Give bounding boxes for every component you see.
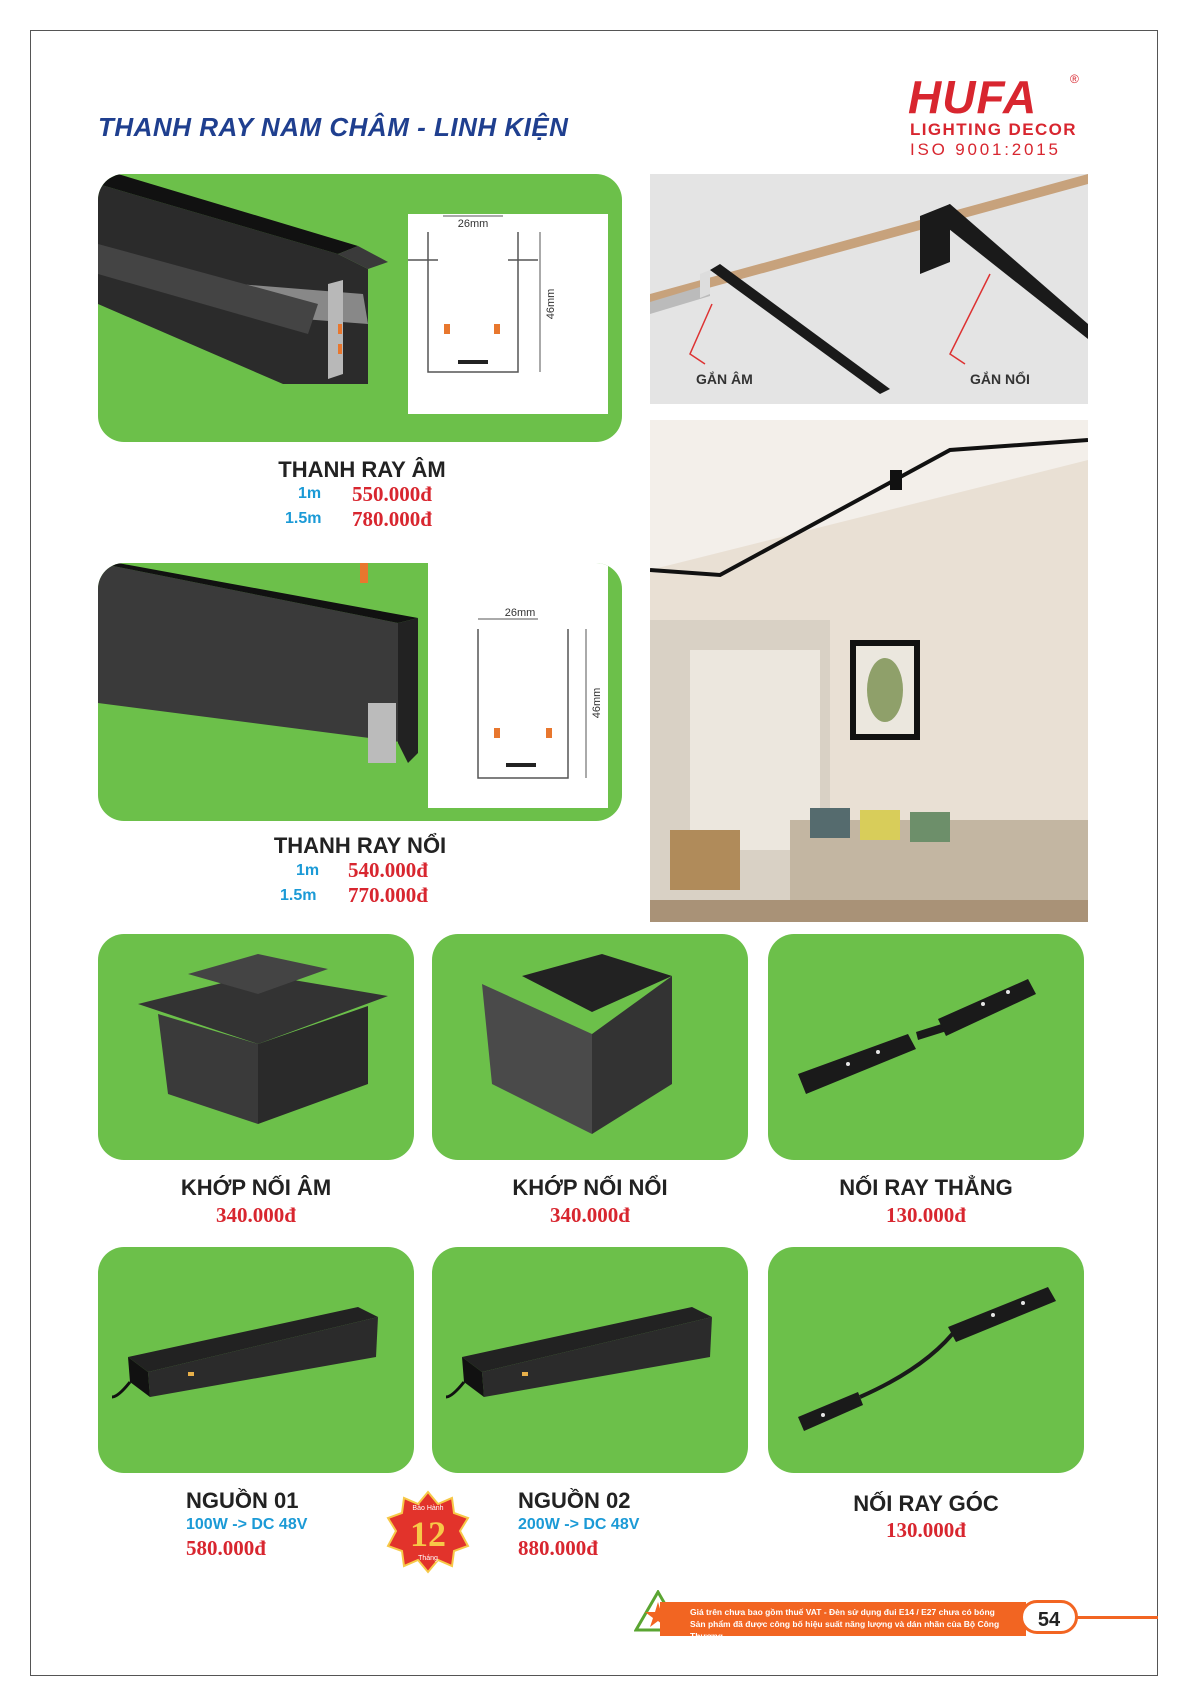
size-1-5m-ray-am: 1.5m (285, 510, 322, 527)
name-khop-noi-am: KHỚP NỐI ÂM (180, 1175, 332, 1200)
price-1-5m-ray-noi: 770.000đ (348, 883, 428, 907)
price-1-5m-ray-am: 780.000đ (352, 507, 432, 531)
name-thanh-ray-am: THANH RAY ÂM (278, 457, 446, 482)
footer-note-line2: Sản phẩm đã được công bố hiệu suất năng lượng và dán nhãn của Bộ Công Thương (690, 1619, 1000, 1641)
size-1-5m-ray-noi: 1.5m (280, 887, 317, 904)
name-noi-ray-goc: NỐI RAY GÓC (853, 1491, 999, 1516)
card-noi-ray-goc (768, 1247, 1084, 1473)
name-noi-ray-thang: NỐI RAY THẲNG (839, 1175, 1013, 1200)
logo-brand: HUFA (908, 71, 1038, 123)
room-photo (650, 420, 1088, 922)
diagram-height-label-2: 46mm (591, 687, 603, 719)
name-nguon-01: NGUỒN 01 (186, 1488, 299, 1513)
footer-line (1076, 1616, 1158, 1619)
footer-note (660, 1602, 1026, 1641)
warranty-bottom: Tháng (418, 1555, 438, 1562)
warranty-top: Bảo Hành (412, 1505, 444, 1512)
diagram-width-label-2: 26mm (504, 607, 536, 619)
logo-registered-mark: ® (1070, 72, 1079, 86)
name-khop-noi-noi: KHỚP NỐI NỔI (512, 1175, 668, 1200)
card-noi-ray-thang (768, 934, 1084, 1160)
spec-nguon-01: 100W -> DC 48V (186, 1516, 308, 1533)
name-thanh-ray-noi: THANH RAY NỔI (273, 833, 447, 858)
surface-corner-joint-image (432, 934, 748, 1160)
name-nguon-02: NGUỒN 02 (518, 1488, 631, 1513)
warranty-number: 12 (410, 1514, 446, 1554)
spec-nguon-02: 200W -> DC 48V (518, 1516, 640, 1533)
logo-iso: ISO 9001:2015 (910, 140, 1061, 159)
card-nguon-01 (98, 1247, 414, 1473)
surface-rail-diagram (98, 563, 622, 821)
diagram-width-label: 26mm (457, 218, 489, 230)
page-title: THANH RAY NAM CHÂM - LINH KIỆN (98, 112, 569, 142)
price-nguon-01: 580.000đ (186, 1536, 266, 1560)
card-khop-noi-noi (432, 934, 748, 1160)
card-nguon-02 (432, 1247, 748, 1473)
hufa-logo (900, 70, 1090, 160)
label-gan-am: GẮN ÂM (696, 371, 753, 387)
price-1m-ray-am: 550.000đ (352, 482, 432, 506)
card-thanh-ray-am (98, 174, 622, 442)
size-1m-ray-noi: 1m (296, 862, 320, 879)
power-supply-01-image (98, 1247, 414, 1473)
price-nguon-02: 880.000đ (518, 1536, 598, 1560)
page-number: 54 (1020, 1600, 1078, 1634)
size-1m-ray-am: 1m (298, 485, 322, 502)
straight-connector-image (768, 934, 1084, 1160)
card-thanh-ray-noi (98, 563, 622, 821)
recessed-rail-diagram (98, 174, 622, 442)
price-noi-ray-thang: 130.000đ (886, 1203, 966, 1227)
installation-photo (650, 174, 1088, 404)
label-gan-noi: GẮN NỔI (970, 371, 1030, 387)
diagram-height-label: 46mm (545, 288, 557, 320)
power-supply-02-image (432, 1247, 748, 1473)
footer-note-line1: Giá trên chưa bao gồm thuế VAT - Đèn sử dụng đui E14 / E27 chưa có bóng (690, 1607, 995, 1617)
card-khop-noi-am (98, 934, 414, 1160)
price-khop-noi-am: 340.000đ (216, 1203, 296, 1227)
price-1m-ray-noi: 540.000đ (348, 858, 428, 882)
logo-tagline: LIGHTING DECOR (910, 120, 1077, 139)
price-noi-ray-goc: 130.000đ (886, 1518, 966, 1542)
flexible-corner-connector-image (768, 1247, 1084, 1473)
warranty-badge (386, 1490, 470, 1574)
recessed-corner-joint-image (98, 934, 414, 1160)
price-khop-noi-noi: 340.000đ (550, 1203, 630, 1227)
